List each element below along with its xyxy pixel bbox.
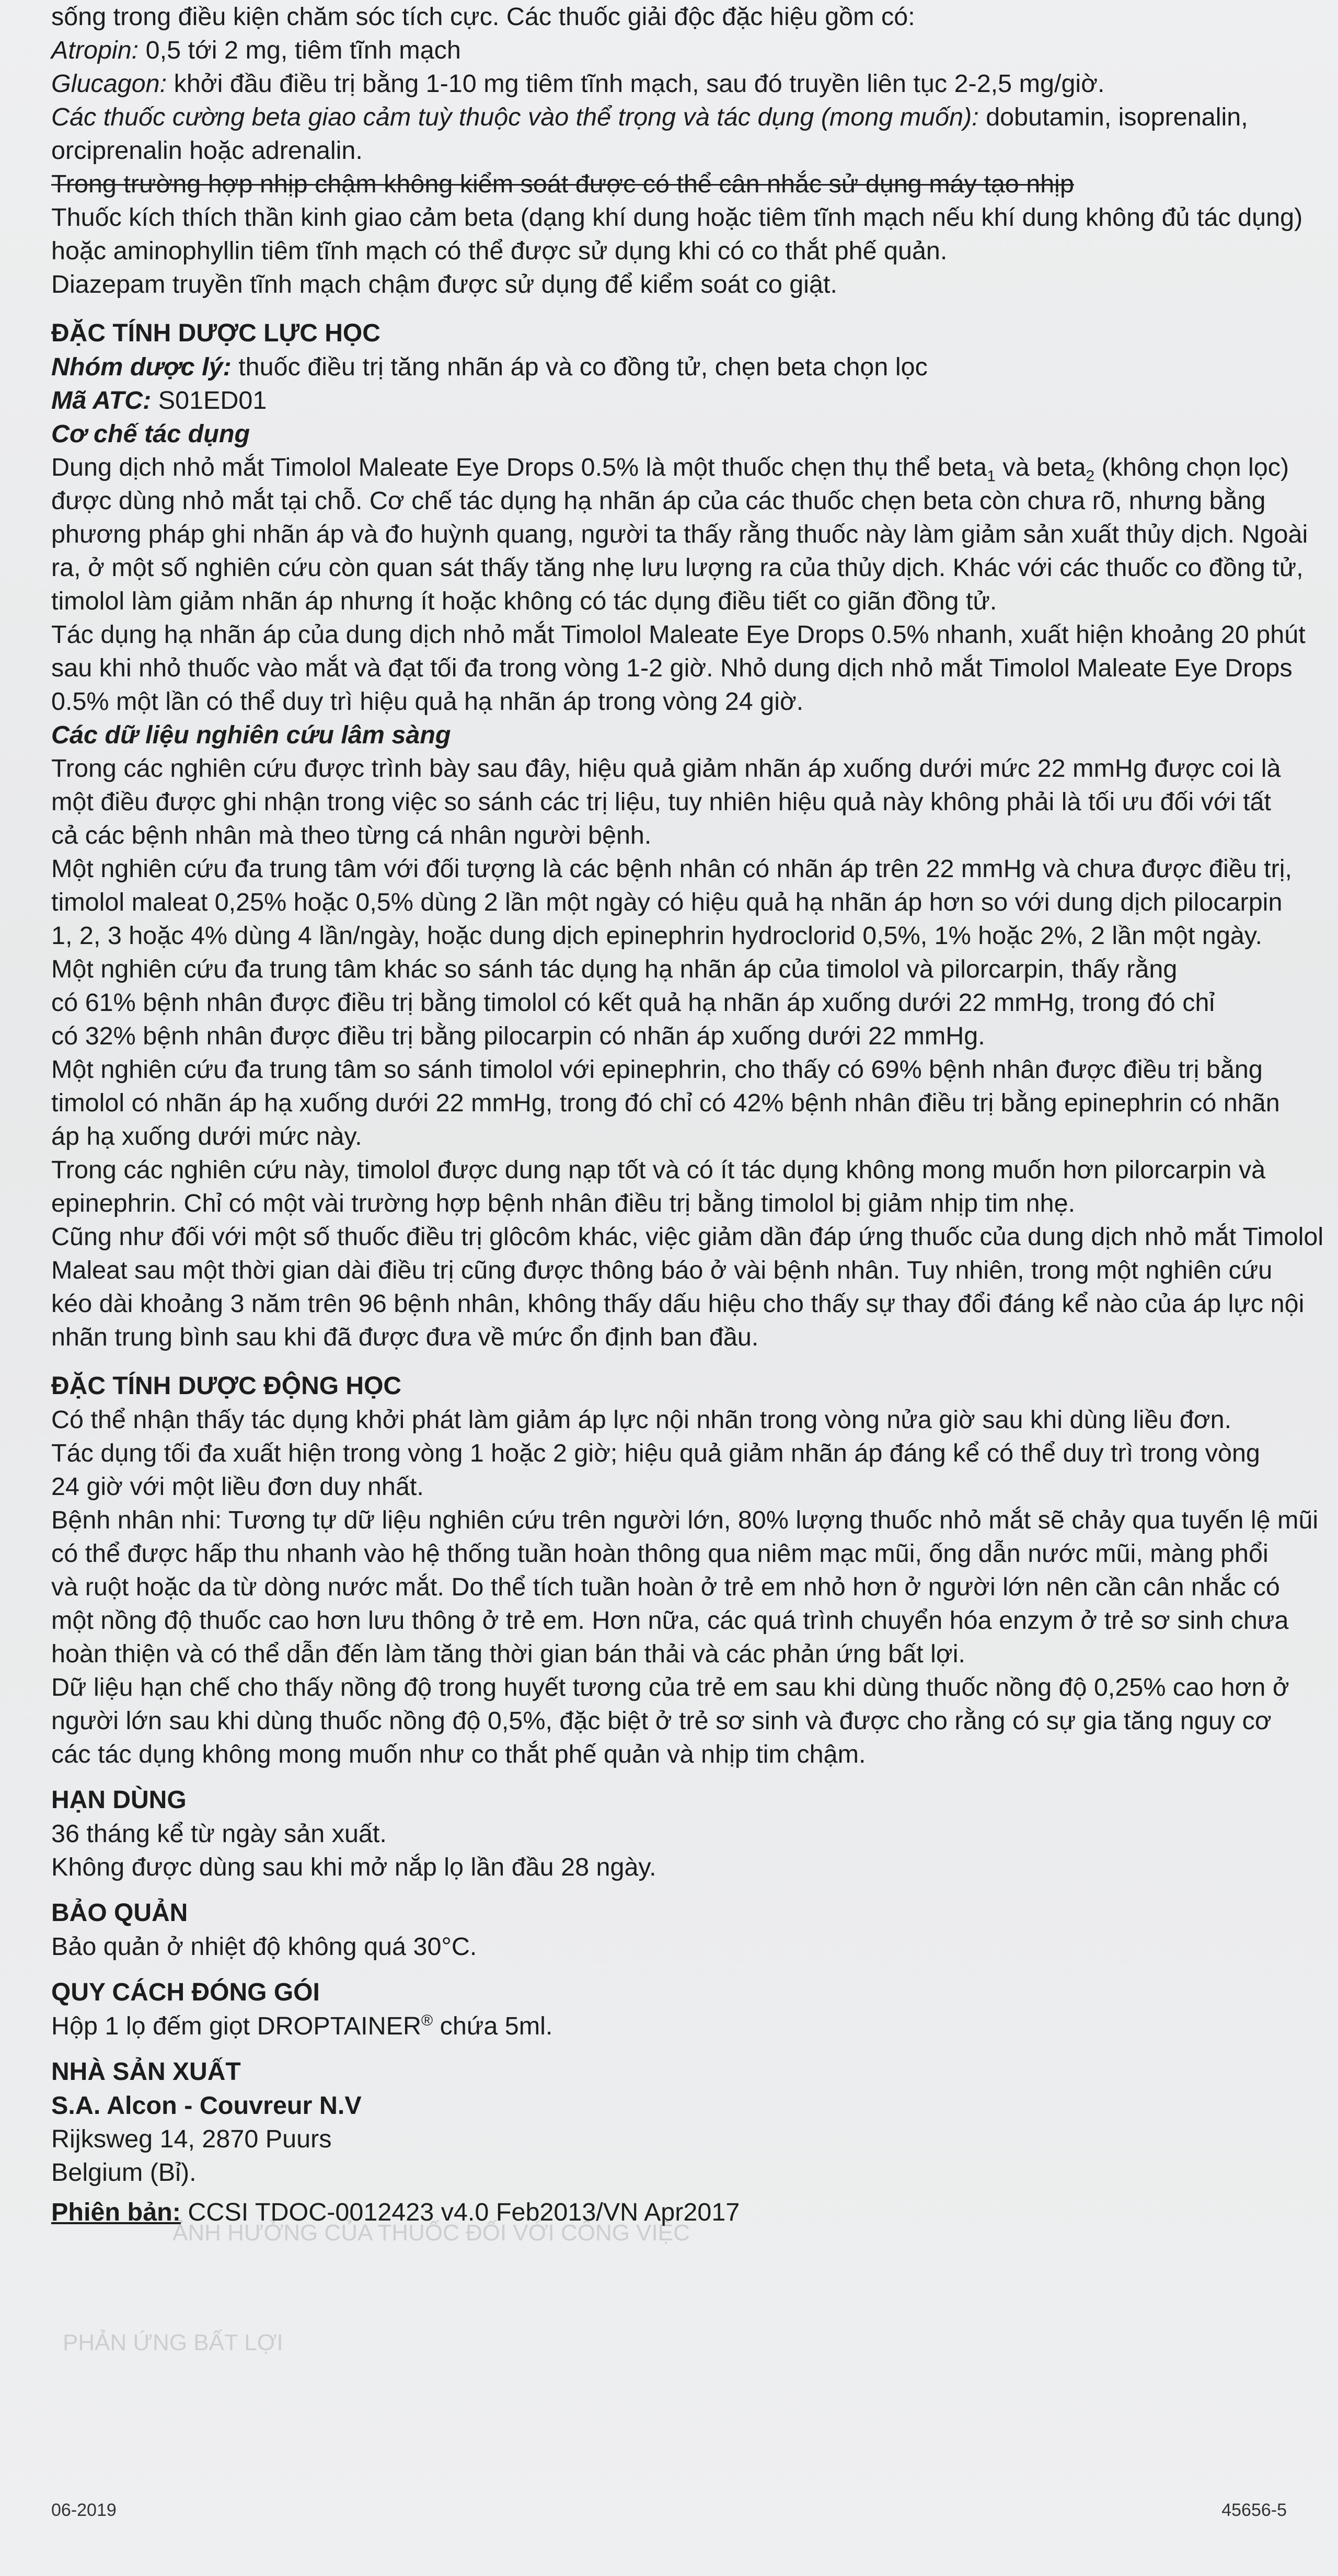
text-line: 1, 2, 3 hoặc 4% dùng 4 lần/ngày, hoặc dung dịch epinephrin hydroclorid 0,5%, 1% hoặc 2%, 2 lần một ngày. bbox=[51, 922, 1262, 950]
manufacturer-section bbox=[51, 2055, 1312, 2189]
text-line bbox=[51, 2009, 1312, 2043]
registered-mark: ® bbox=[421, 2011, 433, 2029]
text-line: Maleat sau một thời gian dài điều trị cũng được thông báo ở vài bệnh nhân. Tuy nhiên, trong một nghiên cứu bbox=[51, 1256, 1273, 1284]
text-line bbox=[51, 100, 1312, 134]
drug-dose: khởi đầu điều trị bằng 1-10 mg tiêm tĩnh mạch, sau đó truyền liên tục 2-2,5 mg/giờ. bbox=[167, 70, 1105, 98]
label: Nhóm dược lý: bbox=[51, 353, 232, 381]
section-title: QUY CÁCH ĐÓNG GÓI bbox=[51, 1979, 320, 2006]
text-line: nhãn trung bình sau khi đã được đưa về mức ổn định ban đầu. bbox=[51, 1323, 759, 1351]
version-label: Phiên bản: bbox=[51, 2198, 181, 2226]
drug-name: Atropin: bbox=[51, 36, 139, 64]
text-line: cả các bệnh nhân mà theo từng cá nhân người bệnh. bbox=[51, 821, 652, 849]
drug-name: Các thuốc cường beta giao cảm tuỳ thuộc vào thể trọng và tác dụng (mong muốn): bbox=[51, 103, 979, 131]
value: S01ED01 bbox=[151, 386, 267, 415]
show-through-text: ẢNH HƯỞNG CỦA THUỐC ĐỐI VỚI CÔNG VIỆC bbox=[172, 2220, 690, 2246]
text-line bbox=[51, 67, 1312, 100]
text-line: được dùng nhỏ mắt tại chỗ. Cơ chế tác dụng hạ nhãn áp của các thuốc chẹn beta còn chưa rõ, nhưng bằng bbox=[51, 487, 1266, 515]
text-line: một nồng độ thuốc cao hơn lưu thông ở trẻ em. Hơn nữa, các quá trình chuyển hóa enzym ở trẻ sơ sinh chưa bbox=[51, 1606, 1289, 1635]
text-line: Cũng như đối với một số thuốc điều trị glôcôm khác, việc giảm dần đáp ứng thuốc của dung dịch nhỏ mắt Timolol bbox=[51, 1223, 1324, 1251]
section-title: ĐẶC TÍNH DƯỢC ĐỘNG HỌC bbox=[51, 1372, 402, 1400]
text-line: kéo dài khoảng 3 năm trên 96 bệnh nhân, không thấy dấu hiệu cho thấy sự thay đổi đáng kể nào của áp lực nội bbox=[51, 1290, 1305, 1318]
text-line: Trong các nghiên cứu được trình bày sau đây, hiệu quả giảm nhãn áp xuống dưới mức 22 mmHg được coi là bbox=[51, 754, 1281, 783]
text-line: áp hạ xuống dưới mức này. bbox=[51, 1122, 362, 1151]
print-date: 06-2019 bbox=[51, 2500, 117, 2520]
label: Mã ATC: bbox=[51, 386, 152, 415]
text-line: và ruột hoặc da từ dòng nước mắt. Do thể tích tuần hoàn ở trẻ em nhỏ hơn ở người lớn nên cần cân nhắc có bbox=[51, 1573, 1280, 1601]
overdose-continuation bbox=[51, 0, 1312, 301]
text-line bbox=[51, 33, 1312, 67]
text-line: hoặc aminophyllin tiêm tĩnh mạch có thể được sử dụng khi có co thắt phế quản. bbox=[51, 237, 948, 265]
manufacturer-country: Belgium (Bỉ). bbox=[51, 2158, 197, 2187]
text-line: có 61% bệnh nhân được điều trị bằng timolol có kết quả hạ nhãn áp xuống dưới 22 mmHg, trong đó chỉ bbox=[51, 988, 1215, 1017]
text-span: Hộp 1 lọ đếm giọt DROPTAINER bbox=[51, 2012, 421, 2040]
text-line: 0.5% một lần có thể duy trì hiệu quả hạ nhãn áp trong vòng 24 giờ. bbox=[51, 687, 804, 716]
text-line: Bệnh nhân nhi: Tương tự dữ liệu nghiên cứu trên người lớn, 80% lượng thuốc nhỏ mắt sẽ chảy qua tuyến lệ mũi bbox=[51, 1506, 1319, 1534]
text-line bbox=[51, 350, 1312, 384]
version-value: CCSI TDOC-0012423 v4.0 Feb2013/VN Apr2017 bbox=[180, 2198, 740, 2226]
text-line: người lớn sau khi dùng thuốc nồng độ 0,5%, đặc biệt ở trẻ sơ sinh và được cho rằng có sự gia tăng nguy cơ bbox=[51, 1707, 1272, 1735]
drug-dose: dobutamin, isoprenalin, bbox=[978, 103, 1248, 131]
text-line: sống trong điều kiện chăm sóc tích cực. Các thuốc giải độc đặc hiệu gồm có: bbox=[51, 3, 915, 31]
text-line: các tác dụng không mong muốn như co thắt phế quản và nhịp tim chậm. bbox=[51, 1740, 866, 1768]
section-title: ĐẶC TÍNH DƯỢC LỰC HỌC bbox=[51, 319, 380, 347]
text-line: Thuốc kích thích thần kinh giao cảm beta (dạng khí dung hoặc tiêm tĩnh mạch nếu khí dung không đủ tác dụng) bbox=[51, 203, 1303, 232]
subsection-title: Cơ chế tác dụng bbox=[51, 420, 250, 448]
pharmacokinetics-section bbox=[51, 1370, 1319, 1771]
section-title: HẠN DÙNG bbox=[51, 1786, 187, 1814]
text-line: hoàn thiện và có thể dẫn đến làm tăng thời gian bán thải và các phản ứng bất lợi. bbox=[51, 1640, 965, 1668]
document-code: 45656-5 bbox=[1221, 2500, 1287, 2520]
drug-dose: 0,5 tới 2 mg, tiêm tĩnh mạch bbox=[139, 36, 461, 64]
text-line: 36 tháng kể từ ngày sản xuất. bbox=[51, 1820, 387, 1848]
manufacturer-address: Rijksweg 14, 2870 Puurs bbox=[51, 2125, 332, 2153]
text-span: và beta bbox=[995, 453, 1086, 481]
text-line: Diazepam truyền tĩnh mạch chậm được sử dụng để kiểm soát co giật. bbox=[51, 270, 837, 298]
text-line bbox=[51, 451, 1312, 484]
text-line: timolol làm giảm nhãn áp nhưng ít hoặc không có tác dụng điều tiết co giãn đồng tử. bbox=[51, 587, 997, 615]
text-line: sau khi nhỏ thuốc vào mắt và đạt tối đa trong vòng 1-2 giờ. Nhỏ dung dịch nhỏ mắt Timolol Maleate Eye Drops bbox=[51, 654, 1293, 682]
text-line: một điều được ghi nhận trong việc so sánh các trị liệu, tuy nhiên hiệu quả này không phải là tối ưu đối với tất bbox=[51, 788, 1271, 816]
text-line: Bảo quản ở nhiệt độ không quá 30°C. bbox=[51, 1933, 477, 1961]
text-span: chứa 5ml. bbox=[433, 2012, 553, 2040]
subscript: 2 bbox=[1086, 467, 1095, 485]
storage-section bbox=[51, 1896, 1312, 1963]
value: thuốc điều trị tăng nhãn áp và co đồng tử, chẹn beta chọn lọc bbox=[231, 353, 928, 381]
text-line: có 32% bệnh nhân được điều trị bằng pilocarpin có nhãn áp xuống dưới 22 mmHg. bbox=[51, 1022, 985, 1050]
text-line: phương pháp ghi nhãn áp và đo huỳnh quang, người ta thấy rằng thuốc này làm giảm sản xuất thủy dịch. Ngoài bbox=[51, 520, 1308, 548]
text-line: 24 giờ với một liều đơn duy nhất. bbox=[51, 1473, 424, 1501]
text-line: Trong các nghiên cứu này, timolol được dung nạp tốt và có ít tác dụng không mong muốn hơn pilorcarpin và bbox=[51, 1156, 1266, 1184]
text-line bbox=[51, 384, 1312, 417]
text-line: Dữ liệu hạn chế cho thấy nồng độ trong huyết tương của trẻ em sau khi dùng thuốc nồng độ 0,25% cao hơn ở bbox=[51, 1673, 1289, 1701]
text-line: Một nghiên cứu đa trung tâm với đối tượng là các bệnh nhân có nhãn áp trên 22 mmHg và chưa được điều trị, bbox=[51, 855, 1293, 883]
subsection-title: Các dữ liệu nghiên cứu lâm sàng bbox=[51, 721, 451, 749]
section-title: BẢO QUẢN bbox=[51, 1899, 188, 1927]
show-through-text: PHẢN ỨNG BẤT LỢI bbox=[63, 2330, 283, 2355]
text-line: Không được dùng sau khi mở nắp lọ lần đầu 28 ngày. bbox=[51, 1853, 656, 1881]
text-line: timolol có nhãn áp hạ xuống dưới 22 mmHg, trong đó chỉ có 42% bệnh nhân điều trị bằng epinephrin có nhãn bbox=[51, 1089, 1280, 1117]
pharmacodynamics-section bbox=[51, 317, 1324, 1354]
text-span: (không chọn lọc) bbox=[1094, 453, 1289, 481]
drug-name: Glucagon: bbox=[51, 70, 167, 98]
shelf-life-section bbox=[51, 1784, 1312, 1884]
text-line: Một nghiên cứu đa trung tâm khác so sánh tác dụng hạ nhãn áp của timolol và pilorcarpin, thấy rằng bbox=[51, 955, 1178, 983]
text-line: timolol maleat 0,25% hoặc 0,5% dùng 2 lần một ngày có hiệu quả hạ nhãn áp hơn so với dung dịch pilocarpin bbox=[51, 888, 1283, 916]
text-line: Tác dụng tối đa xuất hiện trong vòng 1 hoặc 2 giờ; hiệu quả giảm nhãn áp đáng kể có thể duy trì trong vòng bbox=[51, 1439, 1260, 1467]
text-line: epinephrin. Chỉ có một vài trường hợp bệnh nhân điều trị bằng timolol bị giảm nhịp tim nhẹ. bbox=[51, 1189, 1076, 1217]
text-span: Dung dịch nhỏ mắt Timolol Maleate Eye Drops 0.5% là một thuốc chẹn thụ thể beta bbox=[51, 453, 987, 481]
text-line: ra, ở một số nghiên cứu còn quan sát thấy tăng nhẹ lưu lượng ra của thủy dịch. Khác với các thuốc co đồng tử, bbox=[51, 554, 1304, 582]
manufacturer-name: S.A. Alcon - Couvreur N.V bbox=[51, 2091, 362, 2120]
text-line: Trong trường hợp nhịp chậm không kiểm soát được có thể cân nhắc sử dụng máy tạo nhịp bbox=[51, 170, 1074, 198]
text-line: có thể được hấp thu nhanh vào hệ thống tuần hoàn thông qua niêm mạc mũi, ống dẫn nước mũi, màng phổi bbox=[51, 1539, 1268, 1568]
section-title: NHÀ SẢN XUẤT bbox=[51, 2058, 241, 2086]
text-line: Một nghiên cứu đa trung tâm so sánh timolol với epinephrin, cho thấy có 69% bệnh nhân được điều trị bằng bbox=[51, 1055, 1263, 1084]
text-line: Có thể nhận thấy tác dụng khởi phát làm giảm áp lực nội nhãn trong vòng nửa giờ sau khi dùng liều đơn. bbox=[51, 1406, 1232, 1434]
packaging-section bbox=[51, 1976, 1312, 2043]
text-line: Tác dụng hạ nhãn áp của dung dịch nhỏ mắt Timolol Maleate Eye Drops 0.5% nhanh, xuất hiện khoảng 20 phút bbox=[51, 620, 1306, 649]
subscript: 1 bbox=[987, 467, 996, 485]
text-line: orciprenalin hoặc adrenalin. bbox=[51, 136, 363, 165]
